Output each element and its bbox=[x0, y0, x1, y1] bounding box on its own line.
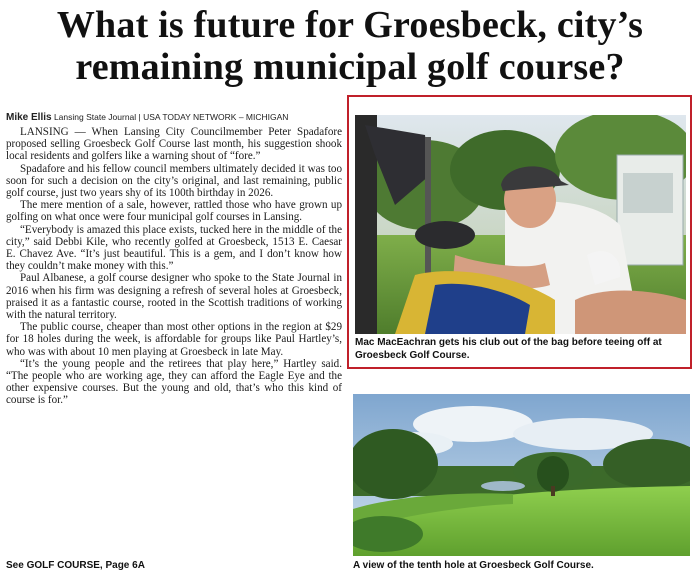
article-paragraph: “Everybody is amazed this place exists, tucked here in the middle of the city,” said Debbi Kile, who recently golfed at Groesbeck, 1513 E. Caesar E. Chavez Ave. “It’s just beautiful. This is a gem, and I don’t know how they couldn’t make money with this.” bbox=[6, 223, 342, 273]
article-paragraph: Spadafore and his fellow council members ultimately decided it was too soon for such a decision on the city’s original, and last remaining, public golf course, just two years shy of its 100th birthday in 2026. bbox=[6, 162, 342, 200]
article-paragraph: The public course, cheaper than most other options in the region at $29 for 18 holes during the week, is affordable for groups like Paul Hartley’s, who was with about 10 men playing at Groesbeck in late May. bbox=[6, 321, 342, 358]
jump-line[interactable]: See GOLF COURSE, Page 6A bbox=[6, 560, 145, 571]
highlighted-photo-box bbox=[347, 95, 692, 369]
article-body bbox=[6, 126, 342, 407]
photo-caption-bottom: A view of the tenth hole at Groesbeck Golf Course. bbox=[353, 560, 594, 571]
byline-credit: Lansing State Journal | USA TODAY NETWORK – MICHIGAN bbox=[53, 112, 289, 122]
article-paragraph: The mere mention of a sale, however, rattled those who have grown up golfing on what once were four municipal golf courses in Lansing. bbox=[6, 199, 342, 224]
byline-author: Mike Ellis bbox=[6, 112, 52, 123]
headline-line-1: What is future for Groesbeck, city’s bbox=[56, 4, 644, 46]
headline-line-2: remaining municipal golf course? bbox=[75, 46, 625, 88]
golfer-photo bbox=[355, 115, 686, 334]
course-photo bbox=[353, 394, 690, 556]
headline bbox=[0, 4, 700, 88]
article-paragraph: Paul Albanese, a golf course designer who spoke to the State Journal in 2016 when his firm was designing a refresh of several holes at Groesbeck, praised it as a fantastic course, rooted in the Scottish traditions of working with the natural territory. bbox=[6, 272, 342, 322]
byline bbox=[6, 112, 346, 123]
article-paragraph: LANSING — When Lansing City Councilmember Peter Spadafore proposed selling Groesbeck Golf Course last month, his suggestion shook local residents and golfers like a warning shout of “fore.” bbox=[6, 126, 342, 163]
article-paragraph: “It’s the young people and the retirees that play here,” Hartley said. “The people who are working age, they can afford the Eagle Eye and the other expensive courses. But the young and old, that’s who this kind of course is for.” bbox=[6, 357, 342, 407]
photo-caption-top: Mac MacEachran gets his club out of the bag before teeing off at Groesbeck Golf Course. bbox=[355, 337, 662, 361]
